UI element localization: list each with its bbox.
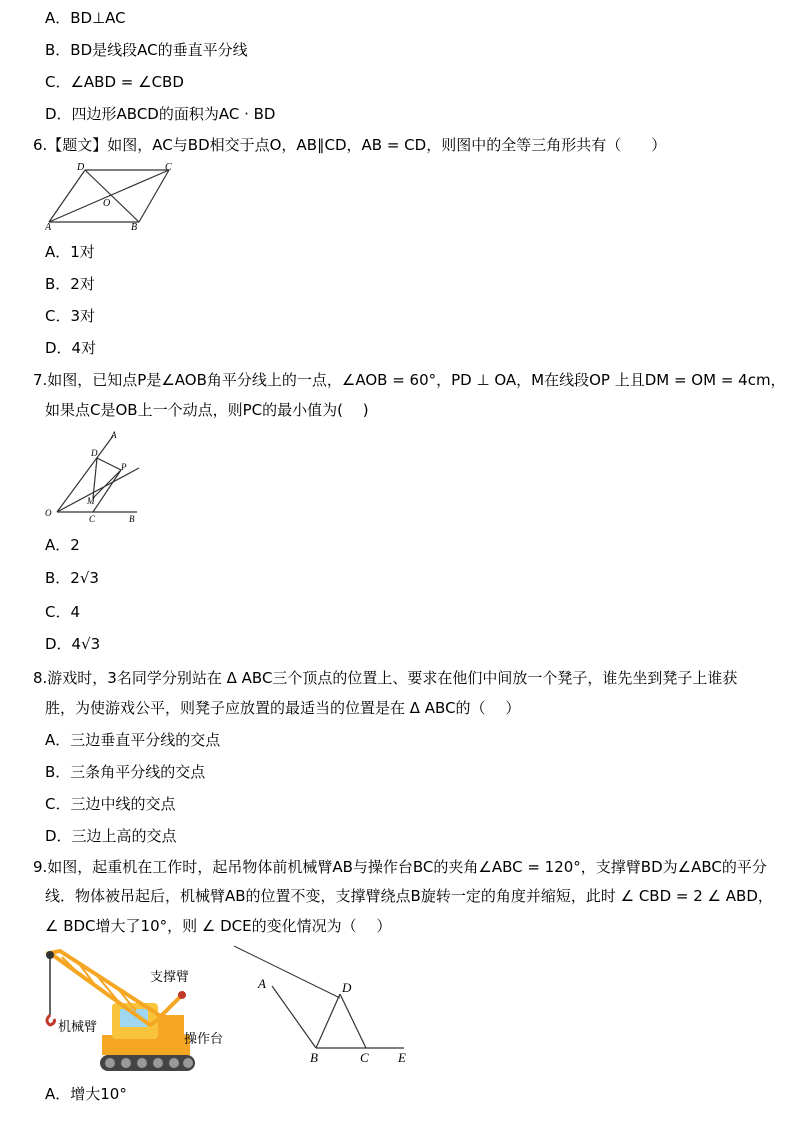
q7-option-d: D．4√3 [45,635,101,653]
q6-label-a: A [45,222,52,232]
q8-stem-line2: 胜，为使游戏公平，则凳子应放置的最适当的位置是在 Δ ABC的（ ） [45,699,521,717]
q9-stem-line3: ∠ BDC增大了10°，则 ∠ DCE的变化情况为（ ） [45,917,392,935]
q7-label-p: P [121,462,127,472]
q7-label-o: O [45,508,52,518]
q7-stem-line2: 如果点C是OB上一个动点，则PC的最小值为( ) [45,401,369,419]
q7-angle-figure [45,428,145,526]
q6-stem: 6.【题文】如图，AC与BD相交于点O，AB∥CD，AB = CD，则图中的全等三角形共有（ ） [33,136,667,154]
q9-label-e: E [398,1050,406,1065]
q7-label-d: D [91,448,98,458]
q6-label-c: C [165,162,172,173]
q6-label-d: D [77,162,85,173]
q6-parallelogram-figure [45,160,175,232]
q9-label-c: C [360,1050,369,1065]
hook-icon [47,1015,55,1025]
q8-stem-line1: 8.游戏时，3名同学分别站在 Δ ABC三个顶点的位置上、要求在他们中间放一个凳子，谁先坐到凳子上谁获 [33,669,738,687]
crane-label-support: 支撑臂 [150,970,190,985]
q9-option-a: A．增大10° [45,1085,127,1103]
q9-stem-line1: 9.如图，起重机在工作时，起吊物体前机械臂AB与操作台BC的夹角∠ABC = 120°，支撑臂BD为∠ABC的平分 [33,858,767,876]
q6-label-b: B [131,222,138,232]
q9-crane-illustration [40,945,240,1075]
q9-label-d: D [342,980,352,995]
q7-label-m: M [87,496,95,506]
q8-option-d: D．三边上高的交点 [45,827,177,845]
q8-option-a: A．三边垂直平分线的交点 [45,731,221,749]
q7-label-c: C [89,514,96,524]
q7-option-b: B．2√3 [45,569,99,587]
q9-label-b: B [310,1050,318,1065]
q7-option-c: C．4 [45,603,81,621]
q5-option-b: B．BD是线段AC的垂直平分线 [45,41,248,59]
q5-option-c: C．∠ABD = ∠CBD [45,73,184,91]
q6-label-o: O [103,198,111,209]
q9-geometry-figure [228,940,418,1068]
crane-label-platform: 操作台 [184,1032,224,1047]
q7-label-a: A [111,430,117,440]
q8-option-c: C．三边中线的交点 [45,795,176,813]
q9-stem-line2: 线．物体被吊起后，机械臂AB的位置不变，支撑臂绕点B旋转一定的角度并缩短，此时 ∠ CBD = 2 ∠ ABD， [45,887,773,905]
q6-option-d: D．4对 [45,339,97,357]
crane-label-arm: 机械臂 [58,1020,98,1035]
q7-option-a: A．2 [45,536,80,554]
q7-stem-line1: 7.如图，已知点P是∠AOB角平分线上的一点，∠AOB = 60°，PD ⊥ OA，M在线段OP 上且DM = OM = 4cm， [33,371,786,389]
q9-label-a: A [258,976,266,991]
q6-option-c: C．3对 [45,307,96,325]
q6-option-b: B．2对 [45,275,95,293]
q5-option-a: A．BD⊥AC [45,9,126,27]
q5-option-d: D．四边形ABCD的面积为AC · BD [45,105,276,123]
q7-label-b: B [129,514,135,524]
q6-option-a: A．1对 [45,243,95,261]
q8-option-b: B．三条角平分线的交点 [45,763,206,781]
